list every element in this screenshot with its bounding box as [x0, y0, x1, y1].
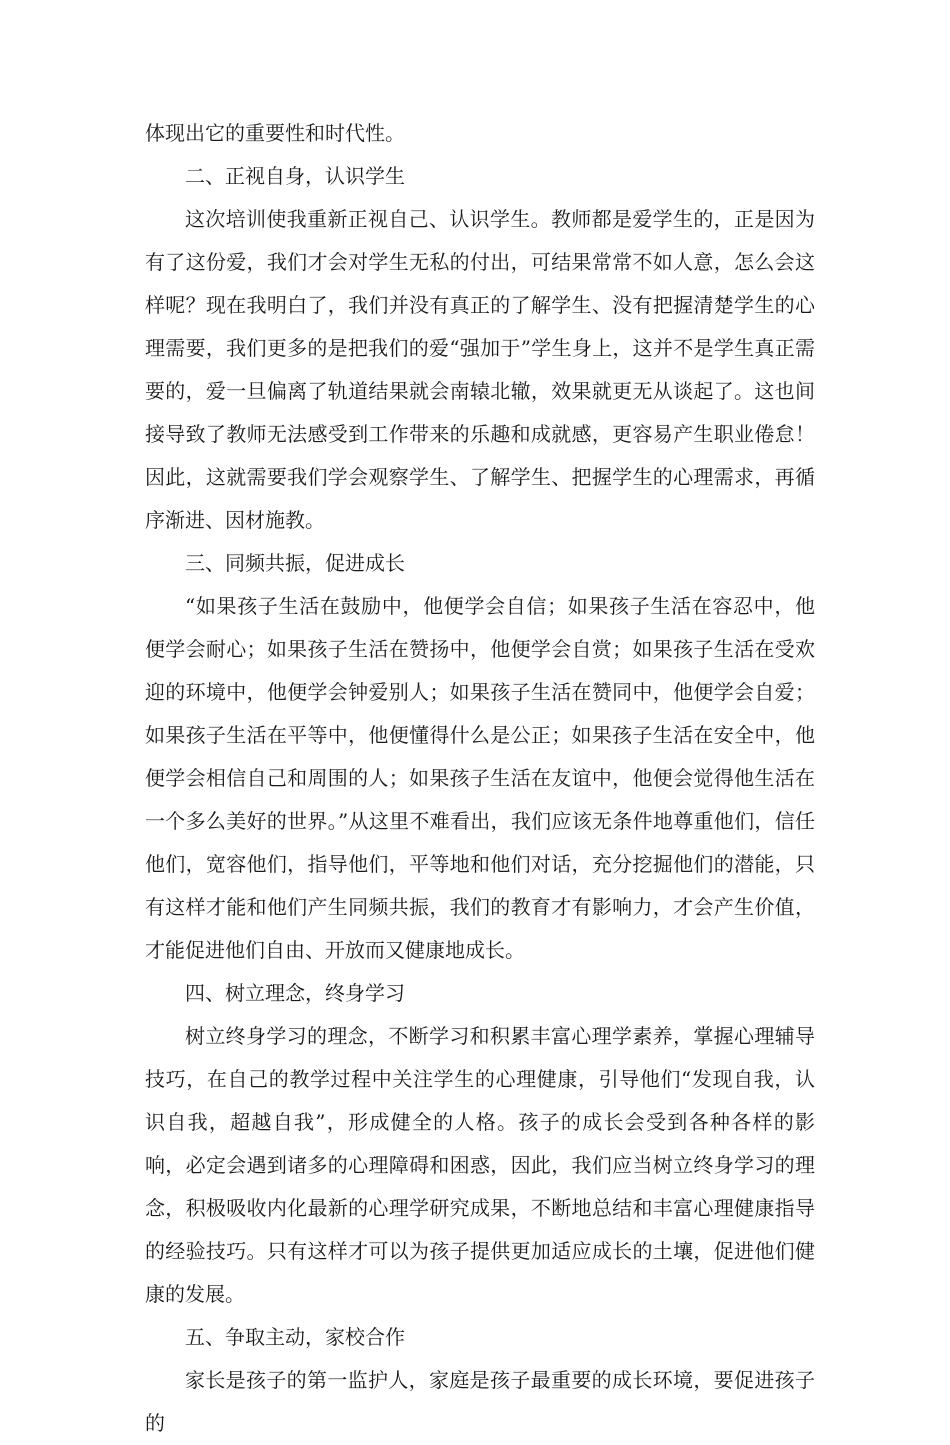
body-paragraph: “如果孩子生活在鼓励中，他便学会自信；如果孩子生活在容忍中，他便学会耐心；如果孩子生活在赞扬中，他便学会自赏；如果孩子生活在受欢迎的环境中，他便学会钟爱别人；如果孩子生活在赞同中，他便学会自爱；如果孩子生活在平等中，他便懂得什么是公正；如果孩子生活在安全中，他便学会相信自己和周围的人；如果孩子生活在友谊中，他便会觉得他生活在一个多么美好的世界。”从这里不难看出，我们应该无条件地尊重他们，信任他们，宽容他们，指导他们，平等地和他们对话，充分挖掘他们的潜能，只有这样才能和他们产生同频共振，我们的教育才有影响力，才会产生价值，才能促进他们自由、开放而又健康地成长。	[145, 594, 815, 962]
body-paragraph: 树立终身学习的理念，不断学习和积累丰富心理学素养，掌握心理辅导技巧，在自己的教学过程中关注学生的心理健康，引导他们“发现自我，认识自我，超越自我”，形成健全的人格。孩子的成长会受到各种各样的影响，必定会遇到诸多的心理障碍和困惑，因此，我们应当树立终身学习的理念，积极吸收内化最新的心理学研究成果，不断地总结和丰富心理健康指导的经验技巧。只有这样才可以为孩子提供更加适应成长的土壤，促进他们健康的发展。	[145, 1024, 815, 1306]
section-heading-5: 五、争取主动，家校合作	[185, 1325, 405, 1349]
body-paragraph: 家长是孩子的第一监护人，家庭是孩子最重要的成长环境，要促进孩子的	[145, 1368, 815, 1435]
section-heading-4: 四、树立理念，终身学习	[185, 981, 405, 1005]
body-paragraph: 这次培训使我重新正视自己、认识学生。教师都是爱学生的，正是因为有了这份爱，我们才会对学生无私的付出，可结果常常不如人意，怎么会这样呢？现在我明白了，我们并没有真正的了解学生、没有把握清楚学生的心理需要，我们更多的是把我们的爱“强加于”学生身上，这并不是学生真正需要的，爱一旦偏离了轨道结果就会南辕北辙，效果就更无从谈起了。这也间接导致了教师无法感受到工作带来的乐趣和成就感，更容易产生职业倦怠！因此，这就需要我们学会观察学生、了解学生、把握学生的心理需求，再循序渐进、因材施教。	[145, 207, 815, 532]
section-heading-2: 二、正视自身，认识学生	[185, 164, 405, 188]
section-heading-3: 三、同频共振，促进成长	[185, 551, 405, 575]
paragraph-continuation: 体现出它的重要性和时代性。	[145, 121, 405, 145]
document-body	[145, 112, 815, 1445]
